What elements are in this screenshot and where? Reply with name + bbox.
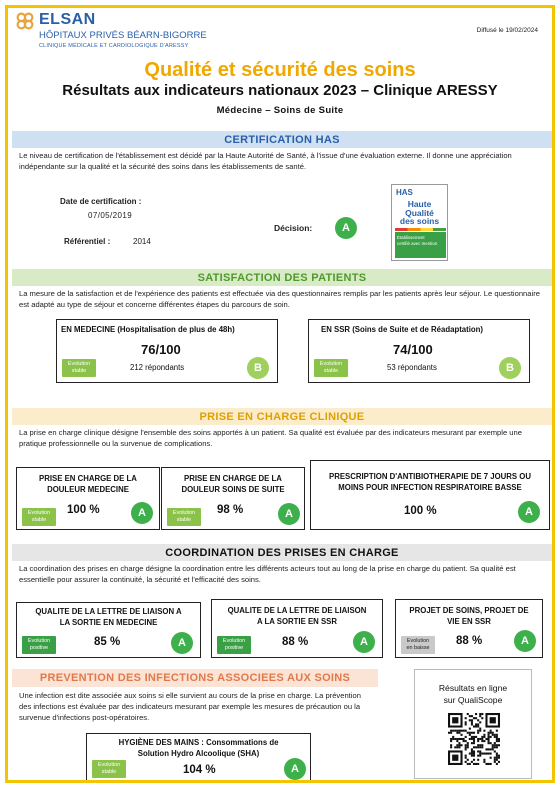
- clinical-card-antibiotherapie: [310, 460, 550, 530]
- evolution-badge: Evolution positive: [22, 636, 56, 654]
- cert-date-value: 07/05/2019: [88, 211, 133, 220]
- section-text: La coordination des prises en charge désigne la coordination entre les différents acteurs tout au long de la prise en charge du patient. Sa qualité est essentielle pour assurer la continuité, la sécurité et l'efficacité des soins.: [19, 564, 516, 584]
- qualiscope-box: [414, 669, 532, 779]
- evolution-badge: Evolution positive: [217, 636, 251, 654]
- has-mention: [395, 232, 446, 258]
- card-score: 100 %: [67, 504, 100, 516]
- ref-label: Référentiel :: [64, 237, 111, 246]
- card-title: [162, 473, 304, 495]
- evolution-badge: Evolution stable: [314, 359, 348, 377]
- section-title: SATISFACTION DES PATIENTS: [197, 272, 367, 284]
- coordination-card-projet-soins: [395, 599, 543, 658]
- card-title-line-2: A LA SORTIE EN SSR: [257, 617, 337, 626]
- evolution-badge: Evolution en baisse: [401, 636, 435, 654]
- card-title-line-1: HYGIÈNE DES MAINS : Consommations de: [118, 738, 279, 747]
- card-score: 74/100: [393, 342, 433, 357]
- poster: [5, 5, 555, 783]
- evolution-badge: Evolution stable: [167, 508, 201, 526]
- card-respondents: 53 répondants: [387, 363, 437, 372]
- card-score: 98 %: [217, 504, 244, 516]
- grade-badge: A: [514, 630, 536, 652]
- card-title: [17, 606, 200, 628]
- section-text: La mesure de la satisfaction et de l'expérience des patients est effectuée via des questionnaires remplis par les patients après leur séjour. Le questionnaire est adapté au type de séjour et concerne différentes étapes du parcours de soin.: [19, 289, 540, 309]
- has-color-strip: [395, 228, 446, 231]
- clinic-name: CLINIQUE MÉDICALE ET CARDIOLOGIQUE D'ARESSY: [39, 43, 189, 49]
- satisfaction-card-ssr: [308, 319, 530, 383]
- card-score: 76/100: [141, 342, 181, 357]
- service-label: Médecine – Soins de Suite: [216, 105, 344, 116]
- grade-badge: A: [284, 758, 306, 780]
- card-score: 88 %: [456, 635, 483, 647]
- card-title-line-2: DOULEUR MEDECINE: [47, 485, 129, 494]
- logo-text: ELSAN: [39, 11, 96, 28]
- section-title: PREVENTION DES INFECTIONS ASSOCIEES AUX SOINS: [39, 672, 351, 684]
- card-title: EN SSR (Soins de Suite et de Réadaptation): [321, 325, 484, 334]
- prevention-card-sha: [86, 733, 311, 783]
- has-logo-text: HAS: [396, 188, 413, 197]
- card-score: 100 %: [404, 505, 437, 517]
- elsan-logo-icon: [16, 12, 34, 30]
- qualiscope-line-1: Résultats en ligne: [438, 683, 508, 693]
- has-certification-logo: [391, 184, 448, 261]
- has-foot-1: Établissement: [397, 235, 425, 240]
- grade-badge: A: [518, 501, 540, 523]
- card-title-line-1: QUALITE DE LA LETTRE DE LIAISON: [227, 606, 367, 615]
- card-title: [17, 473, 159, 495]
- has-line-2: Qualité: [405, 207, 434, 218]
- grade-badge: A: [353, 631, 375, 653]
- coordination-card-lettre-medecine: [16, 602, 201, 658]
- card-title-line-2: DOULEUR SOINS DE SUITE: [181, 485, 285, 494]
- satisfaction-card-medecine: [56, 319, 278, 383]
- has-label: [392, 200, 447, 226]
- card-title-line-1: PRESCRIPTION D'ANTIBIOTHERAPIE DE 7 JOURS OU: [329, 472, 531, 481]
- has-line-1: Haute: [407, 199, 432, 209]
- section-title: CERTIFICATION HAS: [224, 134, 340, 146]
- section-title: PRISE EN CHARGE CLINIQUE: [199, 411, 365, 423]
- coordination-section: [12, 544, 552, 665]
- grade-badge: A: [278, 503, 300, 525]
- section-text: La prise en charge clinique désigne l'ensemble des soins apportés à un patient. Sa qualité est évaluée par des indicateurs mesurant par exemple une pratique professionnelle ou la survenue de complications.: [19, 428, 522, 448]
- card-score: 88 %: [282, 636, 309, 648]
- grade-badge: A: [131, 502, 153, 524]
- has-foot-2: certifié avec mention: [397, 240, 438, 246]
- qualiscope-text: [415, 682, 531, 706]
- grade-badge: A: [171, 632, 193, 654]
- has-line-3: des soins: [399, 216, 440, 226]
- section-text: Une infection est dite associée aux soins si elle survient au cours de la prise en charge. La prévention des infections est évaluée par des indicateurs mesurant par exemple les mesures de précaution ou la survenue d'infections post-opératoires.: [19, 691, 361, 722]
- decision-label: Décision:: [274, 223, 313, 233]
- section-text: Le niveau de certification de l'établissement est décidé par la Haute Autorité de Santé, à l'issue d'une évaluation externe. Il donne une appréciation indépendante sur la qualité et la sécurité des soins dans les établissements de santé.: [19, 151, 512, 171]
- section-title: COORDINATION DES PRISES EN CHARGE: [165, 547, 399, 559]
- decision-grade: A: [335, 217, 357, 239]
- subtitle: Résultats aux indicateurs nationaux 2023 – Clinique ARESSY: [62, 82, 498, 99]
- card-title-line-2: VIE EN SSR: [447, 617, 491, 626]
- card-respondents: 212 répondants: [130, 363, 185, 372]
- prise-en-charge-section: [12, 408, 552, 538]
- grade-badge: B: [247, 357, 269, 379]
- clinical-card-douleur-medecine: [16, 467, 160, 530]
- evolution-badge: Evolution stable: [62, 359, 96, 377]
- card-title: [311, 471, 549, 493]
- card-title-line-1: PROJET DE SOINS, PROJET DE: [409, 606, 529, 615]
- group-name: HÔPITAUX PRIVÉS BÉARN-BIGORRE: [39, 30, 207, 41]
- card-title: [87, 737, 310, 759]
- certification-section: [12, 131, 552, 266]
- card-title-line-2: MOINS POUR INFECTION RESPIRATOIRE BASSE: [338, 483, 522, 492]
- qr-code-icon[interactable]: [448, 713, 500, 765]
- prevention-section: [12, 669, 378, 781]
- card-title-line-1: PRISE EN CHARGE DE LA: [39, 474, 137, 483]
- cert-date-label: Date de certification :: [60, 197, 142, 206]
- qualiscope-line-2: sur QualiScope: [443, 695, 503, 705]
- ref-value: 2014: [133, 237, 151, 246]
- satisfaction-section: [12, 269, 552, 393]
- card-title: [212, 605, 382, 627]
- grade-badge: B: [499, 357, 521, 379]
- card-title-line-1: PRISE EN CHARGE DE LA: [184, 474, 282, 483]
- evolution-badge: Evolution stable: [22, 508, 56, 526]
- card-title-line-1: QUALITE DE LA LETTRE DE LIAISON A: [35, 607, 182, 616]
- coordination-card-lettre-ssr: [211, 599, 383, 658]
- card-title: [396, 605, 542, 627]
- publication-date: Diffusé le 19/02/2024: [476, 27, 538, 34]
- card-title: EN MEDECINE (Hospitalisation de plus de 48h): [61, 325, 235, 334]
- clinical-card-douleur-ssr: [161, 467, 305, 530]
- main-title: Qualité et sécurité des soins: [144, 59, 416, 81]
- evolution-badge: Evolution stable: [92, 760, 126, 778]
- card-title-line-2: Solution Hydro Alcoolique (SHA): [137, 749, 260, 758]
- card-title-line-2: LA SORTIE EN MEDECINE: [59, 618, 158, 627]
- card-score: 104 %: [183, 764, 216, 776]
- card-score: 85 %: [94, 636, 121, 648]
